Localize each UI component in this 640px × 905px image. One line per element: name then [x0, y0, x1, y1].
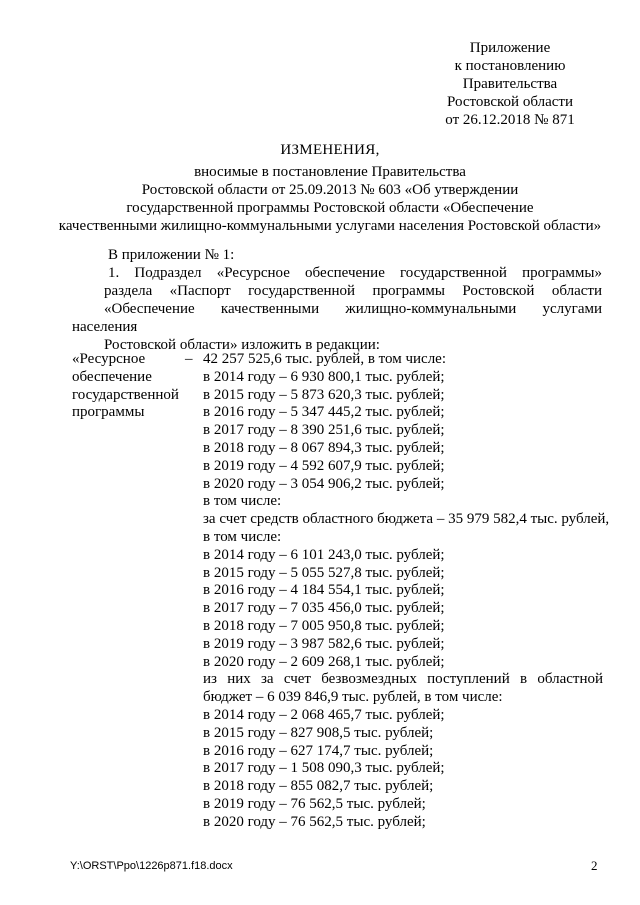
resources-line: в 2019 году – 3 987 582,6 тыс. рублей;: [203, 635, 445, 652]
resources-line: в 2018 году – 7 005 950,8 тыс. рублей;: [203, 617, 445, 634]
title-line: качественными жилищно-коммунальными услугами населения Ростовской области»: [58, 218, 602, 234]
intro-paragraph-2: [72, 264, 602, 354]
intro-line: раздела «Паспорт государственной программы Ростовской области: [104, 283, 602, 299]
resources-line: в 2015 году – 827 908,5 тыс. рублей;: [203, 724, 434, 741]
resources-line: в 2016 году – 4 184 554,1 тыс. рублей;: [203, 582, 445, 599]
intro-line: Ростовской области» изложить в редакции:: [104, 337, 380, 353]
resources-list: [203, 351, 610, 832]
page-number: 2: [591, 858, 598, 873]
resources-line: в 2016 году – 627 174,7 тыс. рублей;: [203, 742, 434, 759]
resources-line: в 2018 году – 8 067 894,3 тыс. рублей;: [203, 439, 445, 456]
footer-file-path: Y:\ORST\Ppo\1226p871.f18.docx: [70, 860, 233, 872]
resources-line: в 2014 году – 6 930 800,1 тыс. рублей;: [203, 368, 445, 385]
resources-dash: –: [185, 351, 193, 367]
resources-line: в 2019 году – 76 562,5 тыс. рублей;: [203, 795, 426, 812]
resources-label-line: программы: [72, 404, 145, 421]
intro-line: «Обеспечение качественными жилищно-коммунальными услугами населения: [72, 301, 602, 335]
title-heading: ИЗМЕНЕНИЯ,: [280, 142, 380, 158]
resources-line: в 2015 году – 5 873 620,3 тыс. рублей;: [203, 386, 445, 403]
appendix-line: Приложение: [469, 40, 551, 56]
resources-label: [72, 351, 182, 422]
resources-line: в 2017 году – 8 390 251,6 тыс. рублей;: [203, 422, 445, 439]
resources-line: в том числе:: [203, 493, 282, 510]
resources-line: 42 257 525,6 тыс. рублей, в том числе:: [203, 351, 447, 367]
appendix-line: от 26.12.2018 № 871: [445, 112, 575, 128]
resources-line: в 2015 году – 5 055 527,8 тыс. рублей;: [203, 564, 445, 581]
resources-line: в 2020 году – 76 562,5 тыс. рублей;: [203, 813, 426, 830]
intro-text: [72, 246, 602, 354]
intro-line: 1. Подраздел «Ресурсное обеспечение государственной программы»: [108, 265, 602, 281]
resources-label-line: государственной: [72, 386, 179, 403]
appendix-line: Ростовской области: [447, 94, 573, 110]
resources-line: в 2017 году – 1 508 090,3 тыс. рублей;: [203, 760, 445, 777]
intro-paragraph-1: В приложении № 1:: [108, 247, 235, 263]
resources-label-line: обеспечение: [72, 368, 152, 385]
appendix-line: Правительства: [462, 76, 558, 92]
resources-line: в 2014 году – 2 068 465,7 тыс. рублей;: [203, 706, 445, 723]
title-line: Ростовской области от 25.09.2013 № 603 «Об утверждении: [141, 182, 519, 198]
appendix-line: к постановлению: [454, 58, 566, 74]
resources-label-line: «Ресурсное: [72, 351, 146, 367]
resources-line: из них за счет безвозмездных поступлений в областной: [203, 671, 603, 688]
resources-line: в 2018 году – 855 082,7 тыс. рублей;: [203, 778, 434, 795]
resources-line: в 2020 году – 2 609 268,1 тыс. рублей;: [203, 653, 445, 670]
resources-line: бюджет – 6 039 846,9 тыс. рублей, в том числе:: [203, 689, 503, 706]
resources-line: в том числе:: [203, 528, 282, 545]
appendix-reference: [400, 39, 620, 129]
resources-line: в 2019 году – 4 592 607,9 тыс. рублей;: [203, 457, 445, 474]
title-line: государственной программы Ростовской области «Обеспечение: [126, 200, 534, 216]
resources-line: в 2017 году – 7 035 456,0 тыс. рублей;: [203, 600, 445, 617]
resources-line: в 2014 году – 6 101 243,0 тыс. рублей;: [203, 546, 445, 563]
document-title: [40, 141, 620, 235]
resources-line: в 2020 году – 3 054 906,2 тыс. рублей;: [203, 475, 445, 492]
title-line: вносимые в постановление Правительства: [194, 164, 466, 180]
resources-line: в 2016 году – 5 347 445,2 тыс. рублей;: [203, 404, 445, 421]
resources-line: за счет средств областного бюджета – 35 979 582,4 тыс. рублей,: [203, 511, 610, 528]
